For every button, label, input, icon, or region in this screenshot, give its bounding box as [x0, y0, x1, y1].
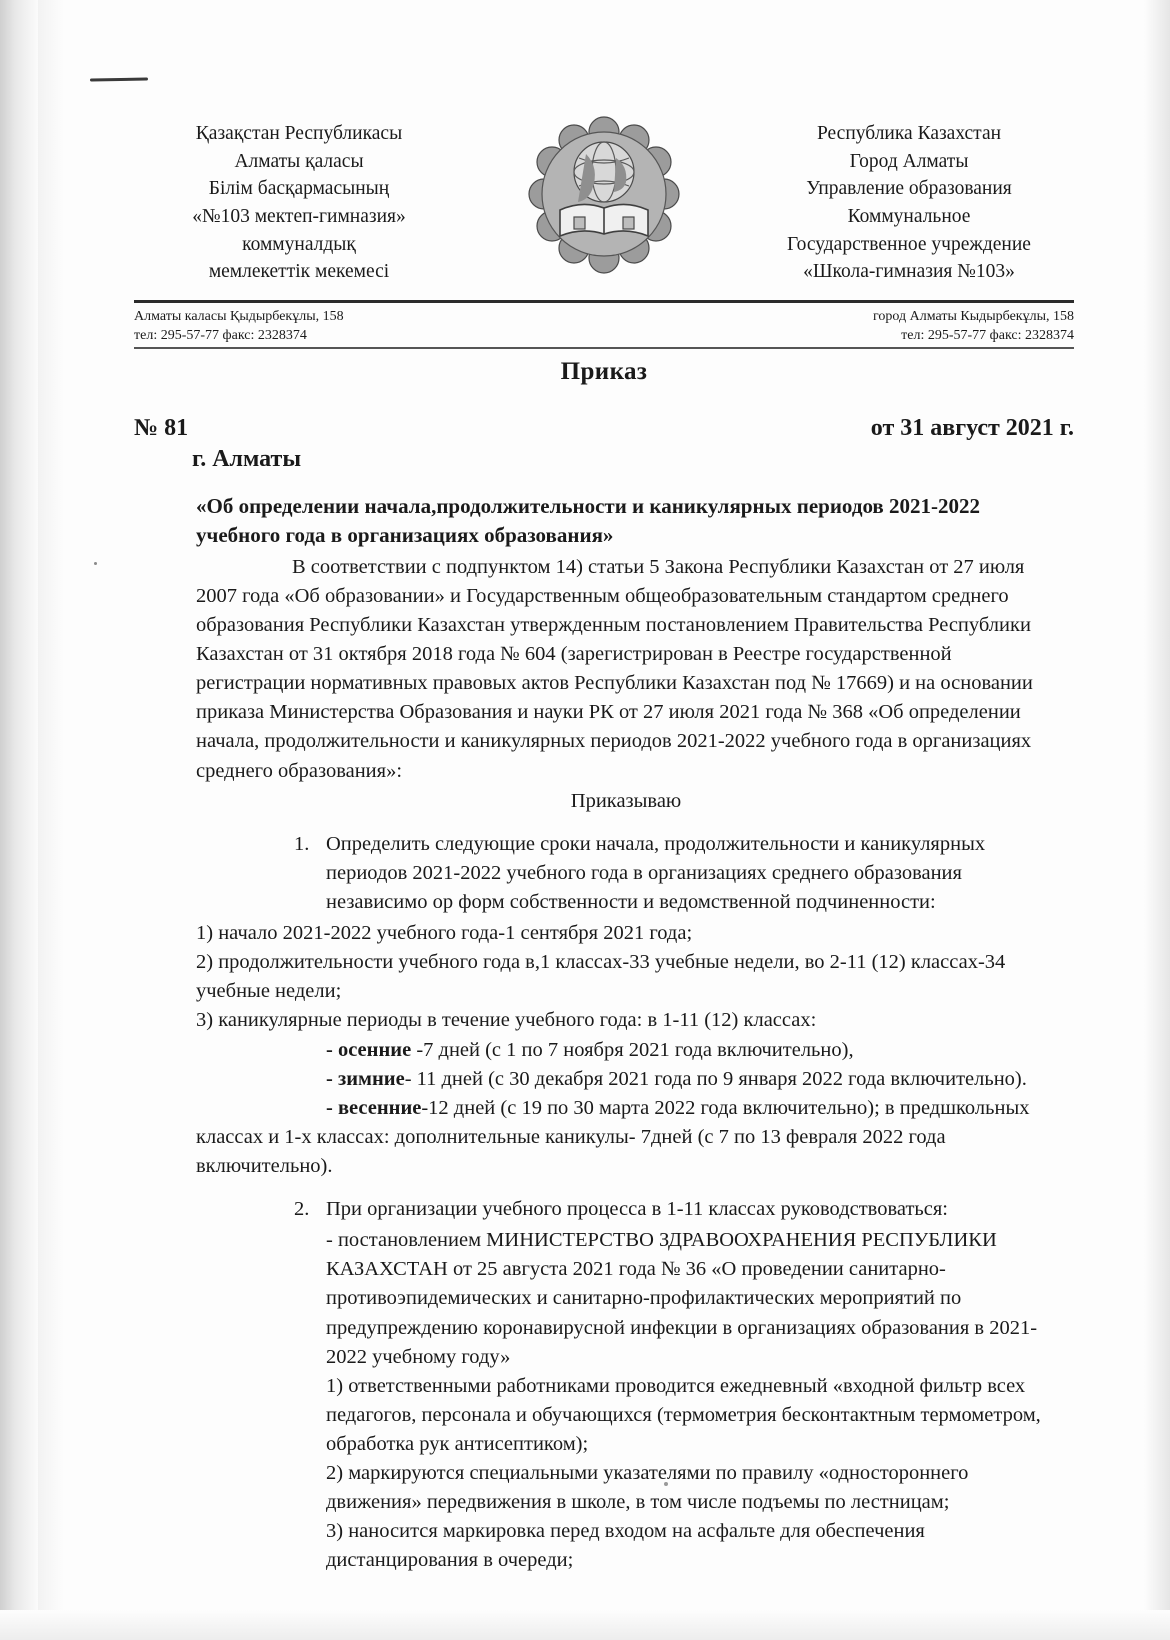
order-item-1-sub-1: 1) начало 2021-2022 учебного года-1 сентября 2021 года; [196, 922, 693, 945]
address-left-line-2: тел: 295-57-77 факс: 2328374 [134, 327, 307, 343]
address-right [873, 308, 1074, 346]
letterhead-kk-line-1: Қазақстан Республикасы [195, 123, 403, 144]
school-emblem-icon [524, 114, 684, 282]
order-city: г. Алматы [192, 446, 302, 472]
letterhead-ru-line-1: Республика Казахстан [816, 123, 1002, 144]
letterhead-kazakh [134, 120, 464, 286]
order-subject: «Об определении начала,продолжительности и каникулярных периодов 2021-2022 учебного года в организациях образования» [196, 494, 981, 548]
order-item-2-text: При организации учебного процесса в 1-11 классах руководствоваться: [326, 1198, 948, 1221]
letterhead-kk-line-5: коммуналдық [242, 233, 356, 255]
address-left-line-1: Алматы каласы Қыдырбекұлы, 158 [134, 309, 344, 324]
address-divider [134, 347, 1074, 349]
vacation-winter-label: - зимние [326, 1067, 405, 1090]
letterhead-kk-line-2: Алматы қаласы [234, 150, 364, 172]
address-right-line-2: тел: 295-57-77 факс: 2328374 [901, 327, 1074, 343]
order-item-2 [196, 1195, 1056, 1224]
scan-edge-left-inner [38, 0, 64, 1640]
letterhead-ru-line-2: Город Алматы [849, 150, 969, 172]
letterhead-kk-line-4: «№103 мектеп-гимназия» [192, 206, 406, 228]
order-date: от 31 август 2021 г. [870, 415, 1074, 441]
order-item-2-line-2: 1) ответственными работниками проводится ежедневный «входной фильтр всех педагогов, персонала и обучающихся (термометрия бесконтактным термометром, обработка рук антисептиком); [326, 1374, 1041, 1455]
vacation-spring [196, 1094, 1056, 1123]
letterhead [134, 120, 1074, 286]
scan-edge-left [0, 0, 38, 1640]
vacation-winter [196, 1065, 1056, 1094]
letterhead-ru-line-4: Коммунальное [847, 206, 971, 228]
letterhead-russian [744, 120, 1074, 286]
document-title: Приказ [560, 358, 648, 385]
order-item-1-sub-3: 3) каникулярные периоды в течение учебного года: в 1-11 (12) классах: [196, 1009, 817, 1032]
vacation-spring-text: -12 дней (с 19 по 30 марта 2022 года включительно); в предшкольных [421, 1096, 1030, 1119]
document-body [196, 492, 1056, 1576]
document-content [64, 0, 1144, 1640]
vacation-autumn [196, 1036, 1056, 1065]
pen-mark [90, 77, 148, 81]
vacation-extra-text: классах и 1-х классах: дополнительные каникулы- 7дней (с 7 по 13 февраля 2022 года включительно). [196, 1125, 946, 1177]
letterhead-kk-line-6: мемлекеттік мекемесі [208, 261, 390, 283]
order-item-2-line-4: 3) наносится маркировка перед входом на асфальте для обеспечения дистанцирования в очереди; [326, 1520, 925, 1572]
order-item-1-text: Определить следующие сроки начала, продолжительности и каникулярных периодов 2021-2022 учебного года в организациях среднего образования независимо ор форм собственности и ведомственной подчиненности: [326, 832, 986, 913]
order-item-2-line-3: 2) маркируются специальными указателями по правилу «одностороннего движения» передвижения в школе, в том числе подъемы по лестницам; [326, 1462, 969, 1514]
order-preamble: В соответствии с подпунктом 14) статьи 5 Закона Республики Казахстан от 27 июля 2007 года «Об образовании» и Государственным общеобразовательным стандартом среднего образования Республики Казахстан утвержденным постановлением Правительства Республики Казахстан от 31 октября 2018 года № 604 (зарегистрирован в Реестре государственной регистрации нормативных правовых актов Республики Казахстан под № 17669) и на основании приказа Министерства Образования и науки РК от 27 июля 2021 года № 368 «Об определении начала, продолжительности и каникулярных периодов 2021-2022 учебного года в организациях среднего образования»: [196, 555, 1033, 782]
order-items-list-2 [196, 1195, 1056, 1224]
scan-edge-right [1144, 0, 1170, 1640]
vacation-spring-label: - весенние [326, 1096, 422, 1119]
order-item-1 [196, 830, 1056, 917]
order-word: Приказываю [570, 789, 682, 812]
address-left [134, 308, 344, 346]
letterhead-ru-line-3: Управление образования [806, 178, 1012, 200]
letterhead-kk-line-3: Білім басқармасының [208, 178, 390, 200]
order-item-2-line-1: - постановлением МИНИСТЕРСТВО ЗДРАВООХРАНЕНИЯ РЕСПУБЛИКИ КАЗАХСТАН от 25 августа 2021 года № 36 «О проведении санитарно-противоэпидемических и санитарно-профилактических мероприятий по предупреждению коронавирусной инфекции в организациях образования в 2021-2022 учебному году» [326, 1229, 1038, 1368]
letterhead-divider [134, 300, 1074, 303]
order-number-row [134, 415, 1074, 442]
order-item-1-sub-2: 2) продолжительности учебного года в,1 классах-33 учебные недели, во 2-11 (12) классах-34 учебные недели; [196, 951, 1006, 1003]
address-block [134, 308, 1074, 346]
vacation-winter-text: - 11 дней (с 30 декабря 2021 года по 9 января 2022 года включительно). [404, 1067, 1027, 1090]
order-items-list [196, 830, 1056, 917]
letterhead-ru-line-6: «Школа-гимназия №103» [803, 261, 1015, 283]
vacation-autumn-label: - осенние [326, 1038, 412, 1061]
order-number: № 81 [134, 415, 189, 441]
scan-artifact-dot [94, 562, 97, 565]
letterhead-ru-line-5: Государственное учреждение [787, 233, 1031, 255]
vacation-autumn-text: -7 дней (с 1 по 7 ноября 2021 года включительно), [411, 1038, 854, 1061]
address-right-line-1: город Алматы Кыдырбекұлы, 158 [873, 309, 1074, 324]
